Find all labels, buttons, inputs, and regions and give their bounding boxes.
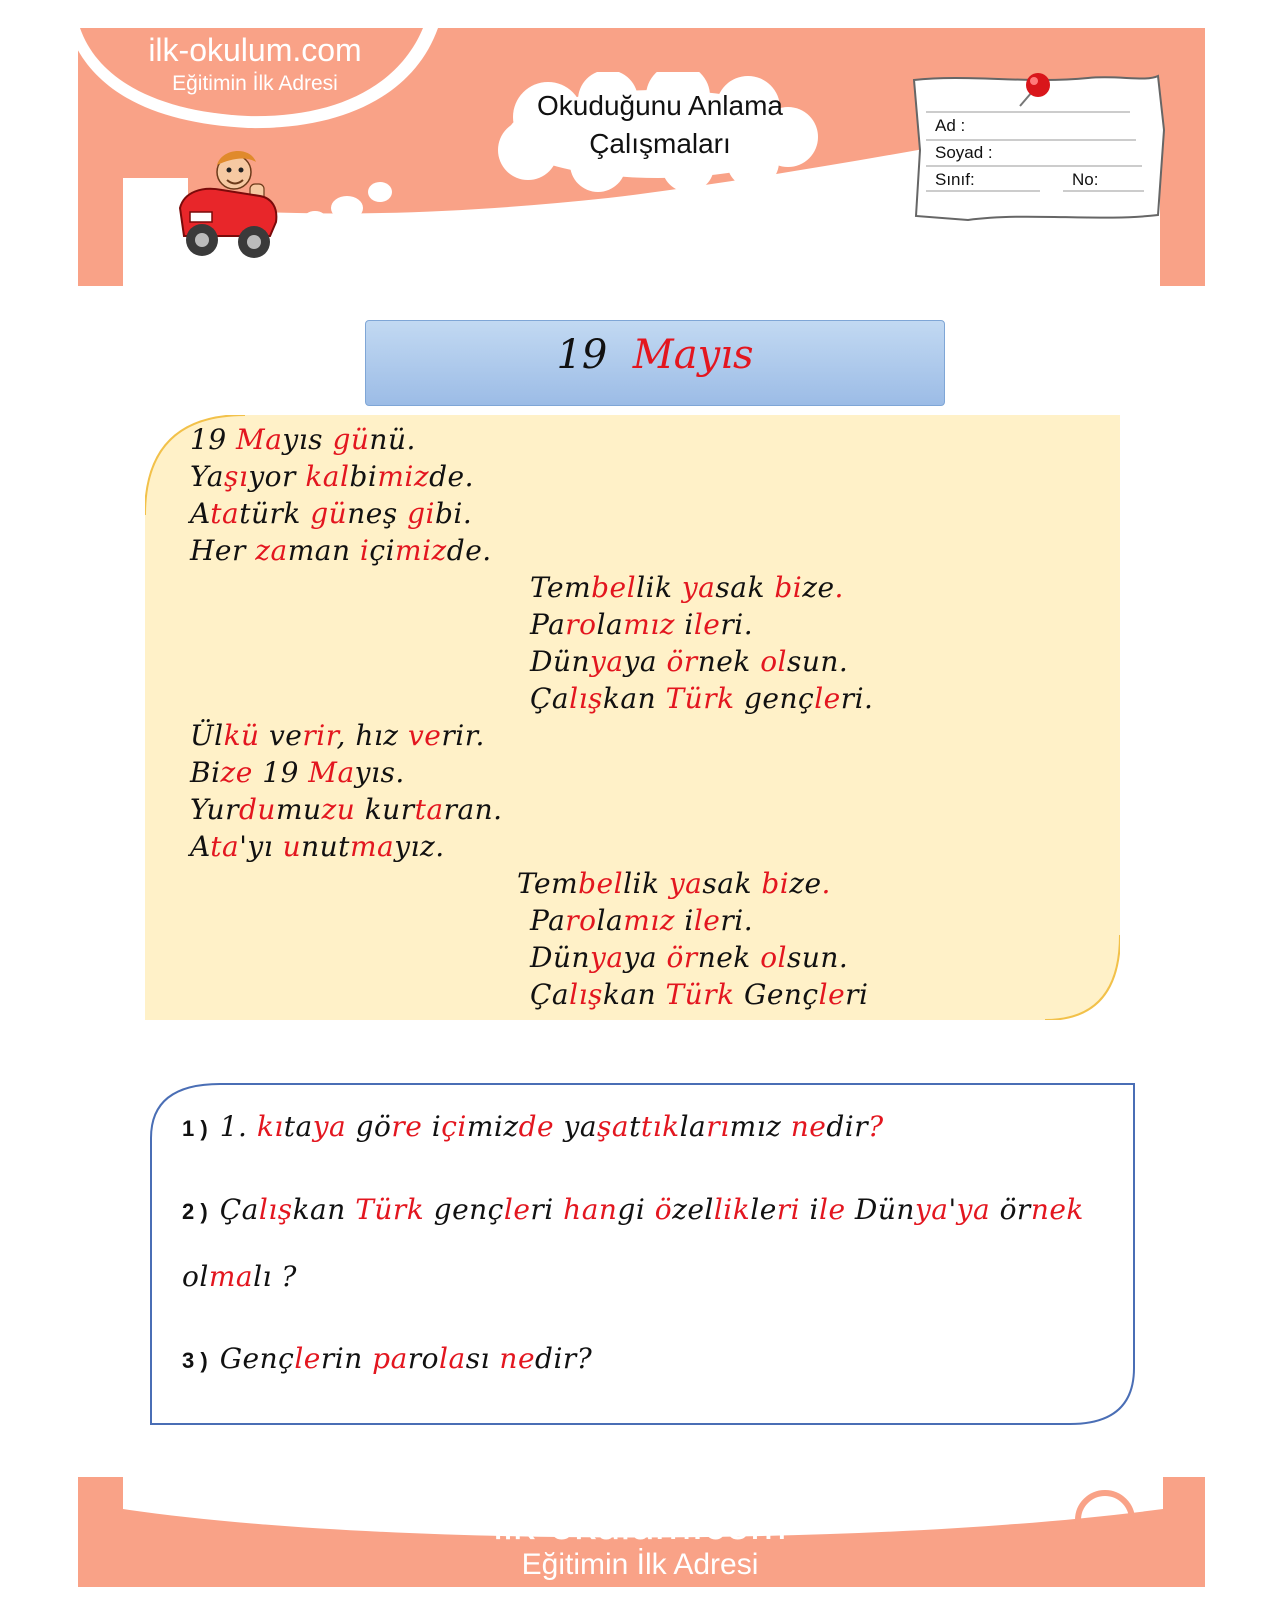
question-1-text [220, 1110, 884, 1143]
title-word: Mayıs [632, 332, 754, 378]
syllable: ne [499, 1342, 536, 1375]
syllable: bi [774, 571, 803, 604]
syllable: lış [569, 682, 603, 715]
syllable: ze [789, 867, 822, 900]
syllable: la [679, 1110, 707, 1143]
footer-site-tagline: Eğitimin İlk Adresi [521, 1548, 759, 1581]
question-3-text [220, 1342, 593, 1375]
syllable: Ça [530, 978, 570, 1011]
syllable: le [503, 1193, 531, 1226]
syllable: Türk [665, 682, 744, 715]
syllable: bi [761, 867, 790, 900]
syllable: ta [283, 1110, 313, 1143]
syllable: yız. [394, 830, 445, 863]
syllable: ta [414, 793, 444, 826]
syllable: ri [845, 978, 869, 1011]
poem-line [190, 793, 503, 826]
syllable: ? [868, 1110, 884, 1143]
syllable: kal [305, 460, 350, 493]
poem-line [190, 423, 416, 456]
syllable: ze [220, 756, 253, 789]
syllable: dir [826, 1110, 869, 1143]
syllable: ze [802, 571, 835, 604]
header-site-name: ilk-okulum.com [148, 32, 362, 68]
syllable: Genç [219, 1342, 295, 1375]
syllable: türk [239, 497, 311, 530]
syllable: A [190, 830, 211, 863]
syllable: mız [623, 904, 685, 937]
syllable: Pa [530, 904, 566, 937]
syllable: de [518, 1110, 564, 1143]
syllable: ve [268, 719, 303, 752]
poem-line [517, 867, 831, 900]
question-2-number: 2 ) [182, 1199, 208, 1224]
syllable: şa [597, 1110, 630, 1143]
poem-line [190, 719, 485, 752]
syllable: Ül [190, 719, 224, 752]
question-2 [182, 1193, 1084, 1226]
poem-line [190, 534, 492, 567]
syllable: genç [433, 1193, 504, 1226]
worksheet-title-line2: Çalışmaları [589, 128, 731, 159]
syllable: mız [729, 1110, 791, 1143]
syllable: kur [364, 793, 415, 826]
syllable: Tem [517, 867, 579, 900]
syllable: le [693, 904, 721, 937]
question-3-number: 3 ) [182, 1348, 208, 1373]
syllable: kı [256, 1110, 284, 1143]
syllable: çi [369, 534, 396, 567]
syllable: ya [681, 571, 716, 604]
syllable: gö [355, 1110, 392, 1143]
syllable: A [190, 497, 211, 530]
syllable: le [814, 682, 841, 715]
syllable: t [629, 1110, 641, 1143]
syllable: kü [223, 719, 269, 752]
syllable: gi [617, 1193, 655, 1226]
syllable: zu [321, 793, 365, 826]
poem-line [190, 460, 474, 493]
syllable: bi [349, 460, 378, 493]
syllable: ya [623, 645, 667, 678]
form-label-no: No: [1072, 170, 1099, 189]
syllable: ro [565, 904, 597, 937]
syllable: kan [602, 978, 666, 1011]
syllable: le [693, 608, 721, 641]
syllable: nek [1030, 1193, 1084, 1226]
syllable: bel [591, 571, 637, 604]
syllable: ya [623, 941, 667, 974]
header-site-tagline: Eğitimin İlk Adresi [172, 72, 338, 95]
footer-ring-icon [1070, 1485, 1140, 1555]
syllable: ran. [443, 793, 503, 826]
form-label-sinif: Sınıf: [935, 170, 975, 189]
syllable: mu [275, 793, 322, 826]
syllable: sun. [787, 941, 849, 974]
syllable: nü. [369, 423, 416, 456]
question-2-text [220, 1193, 1084, 1226]
syllable: i [359, 534, 370, 567]
syllable: de. [429, 460, 474, 493]
syllable: rir [302, 719, 337, 752]
syllable: ya [590, 941, 624, 974]
syllable: ya [563, 1110, 598, 1143]
syllable: bel [578, 867, 624, 900]
form-label-ad: Ad : [935, 116, 966, 135]
syllable: la [439, 1342, 466, 1375]
syllable: i [809, 1193, 819, 1226]
thought-dots-icon [282, 178, 392, 238]
syllable: Dün [530, 645, 591, 678]
syllable: miz [377, 460, 430, 493]
syllable: ol [760, 941, 787, 974]
syllable: ri. [720, 904, 754, 937]
syllable: Pa [530, 608, 566, 641]
syllable: rı [706, 1110, 730, 1143]
syllable: za [255, 534, 288, 567]
syllable: ya [914, 1193, 949, 1226]
syllable: Yur [190, 793, 239, 826]
syllable: genç [743, 682, 815, 715]
syllable: ri [776, 1193, 810, 1226]
question-2-text-cont [182, 1260, 297, 1293]
syllable: ri. [840, 682, 874, 715]
worksheet-title-line1: Okuduğunu Anlama [537, 90, 783, 121]
syllable: Tem [530, 571, 592, 604]
syllable: ol [760, 645, 787, 678]
syllable: 'yı [239, 830, 283, 863]
syllable: Genç [734, 978, 819, 1011]
syllable: ö [654, 1193, 673, 1226]
syllable: 19 [252, 756, 309, 789]
syllable: le [818, 1193, 855, 1226]
push-pin-icon [1010, 68, 1055, 113]
poem-line [190, 756, 405, 789]
syllable: , hız [336, 719, 408, 752]
syllable: ör [666, 645, 698, 678]
syllable: ro [565, 608, 597, 641]
poem-line [530, 571, 844, 604]
syllable: ri. [720, 608, 754, 641]
syllable: sun. [787, 645, 849, 678]
syllable: ne [790, 1110, 827, 1143]
syllable: ya [312, 1110, 356, 1143]
syllable: lış [258, 1193, 293, 1226]
poem-line [190, 497, 472, 530]
syllable: ' [948, 1193, 957, 1226]
syllable: ve [407, 719, 442, 752]
syllable: Dün [854, 1193, 915, 1226]
syllable: rir. [441, 719, 485, 752]
syllable: le [818, 978, 846, 1011]
syllable: şı [224, 460, 249, 493]
poem-title: 19 Mayıs [556, 332, 754, 378]
footer-site-name: ilk-okulum.com [493, 1500, 787, 1549]
syllable: lik [636, 571, 682, 604]
syllable: sak [702, 867, 762, 900]
syllable: nek [697, 645, 761, 678]
syllable: . [821, 867, 831, 900]
syllable: sı [465, 1342, 500, 1375]
syllable: Ma [236, 423, 283, 456]
syllable: kan [602, 682, 666, 715]
question-1 [182, 1110, 884, 1143]
poem-line [530, 645, 848, 678]
syllable: Dün [530, 941, 591, 974]
poem-line [530, 941, 848, 974]
syllable: kan [292, 1193, 356, 1226]
syllable: Ya [190, 460, 225, 493]
form-label-soyad: Soyad : [935, 143, 993, 162]
syllable: han [563, 1193, 618, 1226]
syllable: . [834, 571, 844, 604]
syllable: man [287, 534, 360, 567]
syllable: sak [715, 571, 775, 604]
syllable: ya [956, 1193, 1000, 1226]
syllable: Ça [530, 682, 570, 715]
syllable: mız [623, 608, 685, 641]
syllable: le [294, 1342, 321, 1375]
syllable: yıs [282, 423, 333, 456]
syllable: ro [407, 1342, 440, 1375]
syllable: zel [672, 1193, 714, 1226]
syllable: du [238, 793, 276, 826]
syllable: u [282, 830, 302, 863]
syllable: ya [590, 645, 624, 678]
syllable: Türk [355, 1193, 434, 1226]
question-3 [182, 1342, 592, 1375]
syllable: pa [372, 1342, 408, 1375]
syllable: nek [697, 941, 761, 974]
syllable: i [684, 904, 694, 937]
syllable: nut [301, 830, 350, 863]
syllable: ör [999, 1193, 1031, 1226]
syllable: ya [668, 867, 703, 900]
syllable: ör [666, 941, 698, 974]
syllable: gü [332, 423, 370, 456]
syllable: lik [713, 1193, 751, 1226]
syllable: i [684, 608, 694, 641]
syllable: rin [320, 1342, 373, 1375]
syllable: Bi [190, 756, 221, 789]
syllable: tık [640, 1110, 680, 1143]
syllable: re [391, 1110, 432, 1143]
syllable: ma [208, 1260, 254, 1293]
syllable: lik [623, 867, 669, 900]
syllable: dir? [535, 1342, 593, 1375]
syllable: le [750, 1193, 777, 1226]
syllable: neş [347, 497, 408, 530]
syllable: la [596, 608, 624, 641]
syllable: bi. [434, 497, 473, 530]
poem-line [530, 904, 753, 937]
syllable: Türk [665, 978, 735, 1011]
syllable: la [596, 904, 624, 937]
cartoon-car-icon [172, 140, 282, 265]
syllable: çi [441, 1110, 467, 1143]
question-2-cont [182, 1260, 297, 1293]
syllable: ma [349, 830, 395, 863]
poem-line [530, 978, 869, 1011]
poem-line [530, 682, 873, 715]
poem-line [190, 830, 445, 863]
syllable: i [431, 1110, 442, 1143]
question-1-number: 1 ) [182, 1116, 208, 1141]
syllable: Her [190, 534, 256, 567]
syllable: Ça [219, 1193, 259, 1226]
syllable: miz [466, 1110, 519, 1143]
syllable: ta [210, 830, 240, 863]
syllable: 1. [219, 1110, 257, 1143]
syllable: 19 [190, 423, 237, 456]
syllable: de. [446, 534, 492, 567]
syllable: lı ? [253, 1260, 297, 1293]
syllable: ri [530, 1193, 564, 1226]
syllable: yor [248, 460, 306, 493]
syllable: Ma [308, 756, 355, 789]
syllable: ta [210, 497, 240, 530]
syllable: gü [310, 497, 348, 530]
syllable: miz [395, 534, 447, 567]
syllable: lış [569, 978, 603, 1011]
syllable: yıs. [354, 756, 405, 789]
syllable: gi [407, 497, 435, 530]
poem-line [530, 608, 753, 641]
syllable: ol [182, 1260, 209, 1293]
